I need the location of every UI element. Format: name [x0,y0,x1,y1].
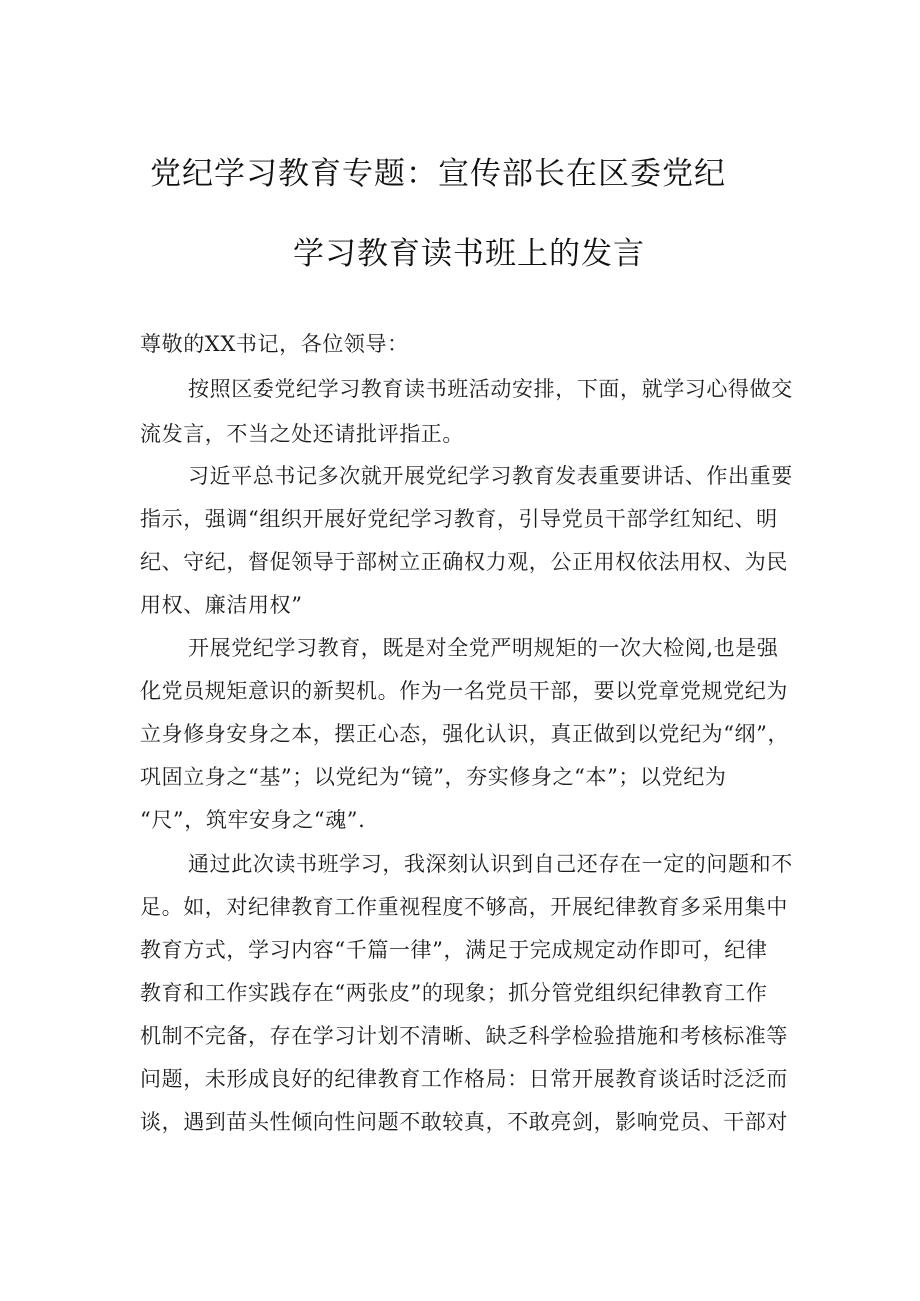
paragraph-line: 纪、守纪，督促领导于部树立正确权力观，公正用权依法用权、为民 [140,550,788,574]
paragraph-line: 开展党纪学习教育，既是对全党严明规矩的一次大检阅,也是强 [188,636,779,660]
document-title-line-1: 党纪学习教育专题：宣传部长在区委党纪 [150,156,726,192]
paragraph-line: 机制不完备，存在学习计划不清晰、缺乏科学检验措施和考核标准等 [140,1024,788,1048]
paragraph-line: 化党员规矩意识的新契机。作为一名党员干部，要以党章党规党纪为 [140,679,788,703]
paragraph-line: 用权、廉洁用权” [140,593,303,617]
paragraph-line: “尺”，筑牢安身之“魂”. [140,808,366,832]
paragraph-line: 习近平总书记多次就开展党纪学习教育发表重要讲话、作出重要 [188,464,793,488]
paragraph-line: 足。如，对纪律教育工作重视程度不够高，开展纪律教育多采用集中 [140,895,788,919]
paragraph-line: 教育方式，学习内容“千篇一律”，满足于完成规定动作即可，纪律 [140,938,768,962]
paragraph-line: 立身修身安身之本，摆正心态，强化认识，真正做到以党纪为“纲”， [140,722,790,746]
paragraph-line: 巩固立身之“基”；以党纪为“镜”，夯实修身之“本”；以党纪为 [140,765,727,789]
paragraph-line: 教育和工作实践存在“两张皮”的现象；抓分管党组织纪律教育工作 [140,981,768,1005]
paragraph-line: 指示，强调“组织开展好党纪学习教育，引导党员干部学红知纪、明 [140,507,778,531]
document-title-line-2: 学习教育读书班上的发言 [293,236,645,272]
paragraph-line: 通过此次读书班学习，我深刻认识到自己还存在一定的问题和不 [188,852,793,876]
salutation: 尊敬的XX书记，各位领导： [140,332,409,356]
paragraph-line: 流发言，不当之处还请批评指正。 [140,422,464,446]
paragraph-line: 谈，遇到苗头性倾向性问题不敢较真，不敢亮剑，影响党员、干部对 [140,1110,788,1134]
paragraph-line: 按照区委党纪学习教育读书班活动安排，下面，就学习心得做交 [188,377,793,401]
paragraph-line: 问题，未形成良好的纪律教育工作格局：日常开展教育谈话时泛泛而 [140,1067,788,1091]
